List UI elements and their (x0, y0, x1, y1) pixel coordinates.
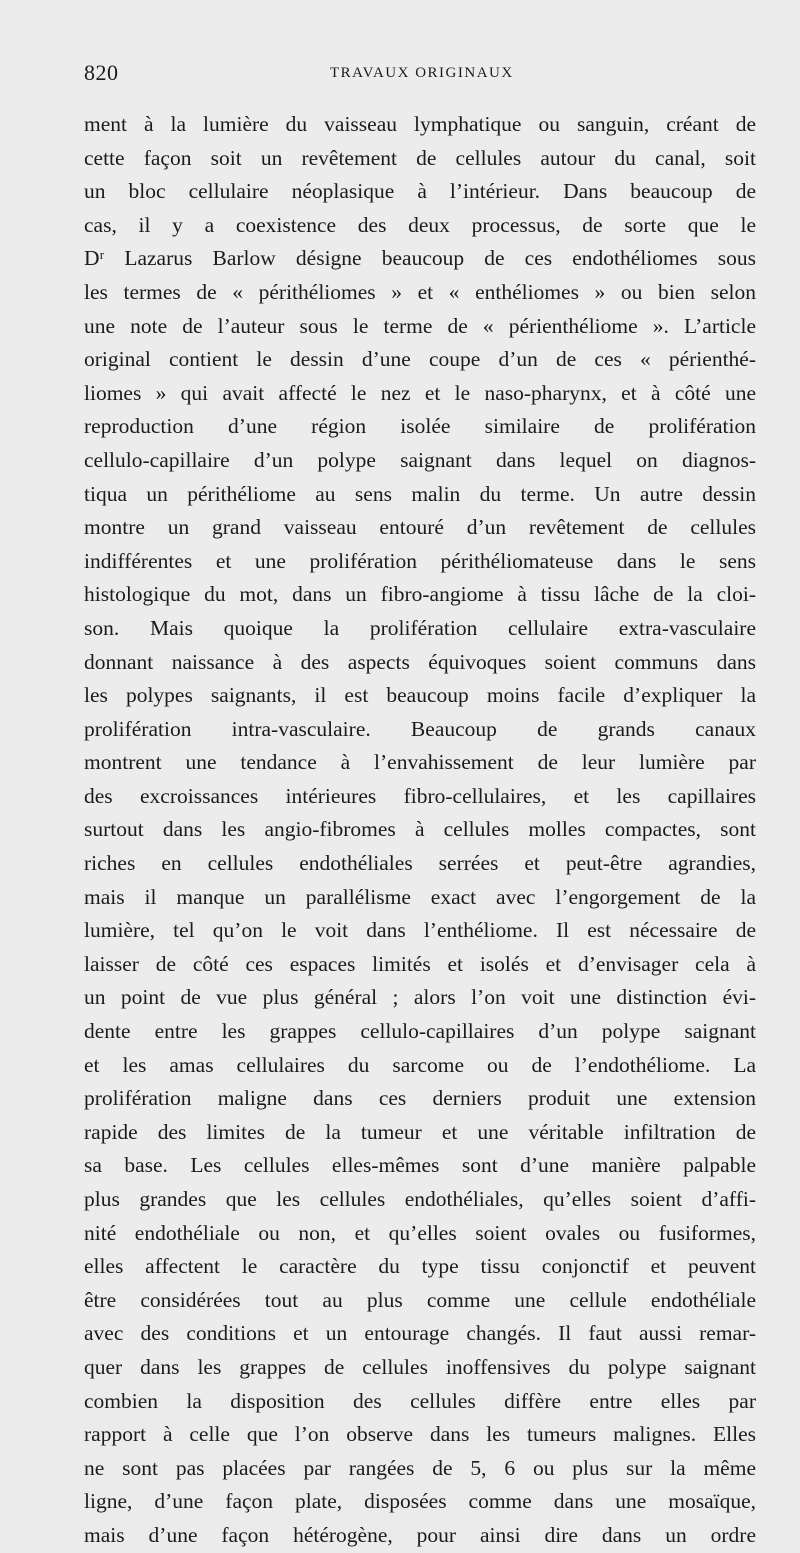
text-line: dente entre les grappes cellulo-capillaires d’un polype saignant (84, 1019, 756, 1044)
text-line: être considérées tout au plus comme une cellule endothéliale (84, 1287, 756, 1312)
text-line: prolifération maligne dans ces derniers produit une extension (84, 1086, 756, 1111)
text-line: mais d’une façon hétérogène, pour ainsi dire dans un ordre (84, 1522, 756, 1547)
text-line: montre un grand vaisseau entouré d’un revêtement de cellules (84, 515, 756, 540)
text-line: riches en cellules endothéliales serrées et peut-être agrandies, (84, 851, 756, 876)
text-line: elles affectent le caractère du type tissu conjonctif et peuvent (84, 1254, 756, 1279)
text-line: avec des conditions et un entourage changés. Il faut aussi remar- (84, 1321, 756, 1346)
text-line: ment à la lumière du vaisseau lymphatique ou sanguin, créant de (84, 112, 756, 136)
text-line: cette façon soit un revêtement de cellules autour du canal, soit (84, 145, 756, 170)
text-line: reproduction d’une région isolée similaire de prolifération (84, 414, 756, 439)
text-line: laisser de côté ces espaces limités et isolés et d’envisager cela à (84, 951, 756, 976)
text-line: original contient le dessin d’une coupe d’un de ces « périenthé- (84, 347, 756, 372)
text-line: tiqua un périthéliome au sens malin du terme. Un autre dessin (84, 481, 756, 506)
text-line: nité endothéliale ou non, et qu’elles soient ovales ou fusiformes, (84, 1220, 756, 1245)
page-header (84, 60, 724, 90)
text-line: son. Mais quoique la prolifération cellulaire extra-vasculaire (84, 615, 756, 640)
text-line: montrent une tendance à l’envahissement de leur lumière par (84, 750, 756, 775)
text-line: sa base. Les cellules elles-mêmes sont d’une manière palpable (84, 1153, 756, 1178)
text-line: cellulo-capillaire d’un polype saignant dans lequel on diagnos- (84, 447, 756, 472)
text-line: rapide des limites de la tumeur et une véritable infiltration de (84, 1119, 756, 1144)
text-line: donnant naissance à des aspects équivoques soient communs dans (84, 649, 756, 674)
text-line: une note de l’auteur sous le terme de « périenthéliome ». L’article (84, 313, 756, 338)
text-line: quer dans les grappes de cellules inoffensives du polype saignant (84, 1354, 756, 1379)
text-line: plus grandes que les cellules endothéliales, qu’elles soient d’affi- (84, 1187, 756, 1211)
text-line: des excroissances intérieures fibro-cellulaires, et les capillaires (84, 783, 756, 808)
text-line: cas, il y a coexistence des deux processus, de sorte que le (84, 212, 756, 237)
body-text (84, 108, 756, 1553)
text-line: et les amas cellulaires du sarcome ou de l’endothéliome. La (84, 1052, 756, 1077)
text-line: ligne, d’une façon plate, disposées comme dans une mosaïque, (84, 1489, 756, 1514)
text-line: Dʳ Lazarus Barlow désigne beaucoup de ces endothéliomes sous (84, 246, 756, 271)
text-line: lumière, tel qu’on le voit dans l’enthéliome. Il est nécessaire de (84, 918, 756, 943)
text-line: rapport à celle que l’on observe dans les tumeurs malignes. Elles (84, 1422, 756, 1447)
text-line: les termes de « périthéliomes » et « enthéliomes » ou bien selon (84, 279, 756, 304)
text-line: les polypes saignants, il est beaucoup moins facile d’expliquer la (84, 683, 756, 708)
text-line: un point de vue plus général ; alors l’on voit une distinction évi- (84, 985, 756, 1010)
text-line: combien la disposition des cellules diffère entre elles par (84, 1388, 756, 1413)
text-line: un bloc cellulaire néoplasique à l’intérieur. Dans beaucoup de (84, 179, 756, 204)
text-line: histologique du mot, dans un fibro-angiome à tissu lâche de la cloi- (84, 582, 756, 607)
page-number: 820 (84, 60, 119, 85)
text-line: indifférentes et une prolifération périthéliomateuse dans le sens (84, 548, 756, 573)
running-title: TRAVAUX ORIGINAUX (330, 65, 514, 81)
text-line: mais il manque un parallélisme exact avec l’engorgement de la (84, 884, 756, 909)
text-line: prolifération intra-vasculaire. Beaucoup de grands canaux (84, 716, 756, 741)
text-line: surtout dans les angio-fibromes à cellules molles compactes, sont (84, 817, 756, 842)
text-line: ne sont pas placées par rangées de 5, 6 ou plus sur la même (84, 1455, 756, 1480)
text-line: liomes » qui avait affecté le nez et le naso-pharynx, et à côté une (84, 380, 756, 405)
